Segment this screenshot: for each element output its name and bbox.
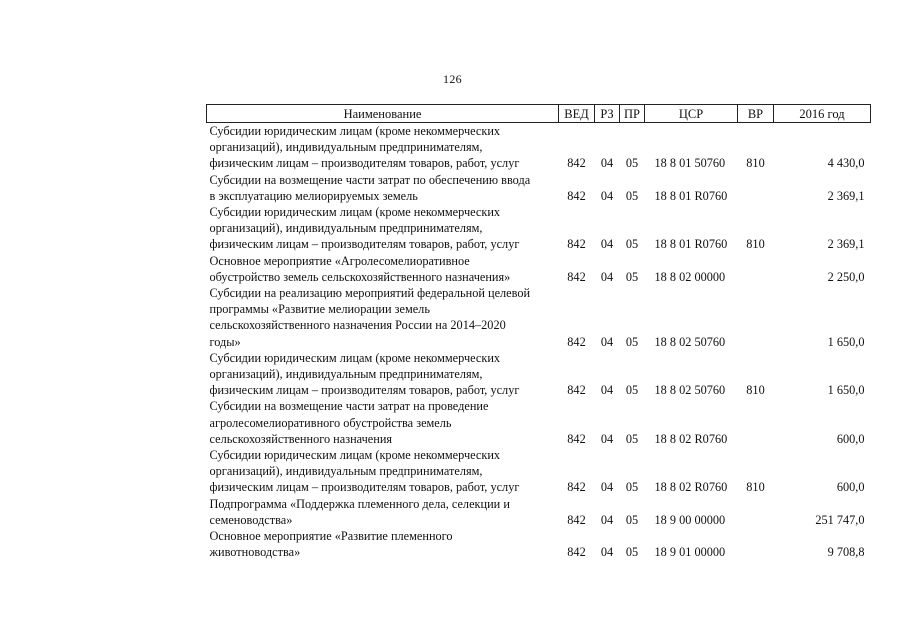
row-amount: 1 650,0 bbox=[827, 383, 865, 398]
row-csr: 18 8 02 50760 bbox=[654, 334, 726, 349]
row-vr: 810 bbox=[746, 156, 765, 171]
row-csr: 18 8 02 R0760 bbox=[654, 431, 728, 446]
row-ved: 842 bbox=[567, 156, 586, 171]
row-csr: 18 9 01 00000 bbox=[654, 545, 726, 560]
row-pr: 05 bbox=[625, 512, 639, 527]
row-pr: 05 bbox=[625, 156, 639, 171]
row-amount: 600,0 bbox=[836, 480, 865, 495]
row-name: Субсидии на возмещение части затрат на проведение агролесомелиоративного обустройства земель сельскохозяйственного назначения bbox=[209, 399, 489, 446]
row-name: Субсидии юридическим лицам (кроме некоммерческих организаций), индивидуальным предпринимателям, физическим лицам – производителям товаров, работ, услуг bbox=[209, 448, 520, 495]
row-ved: 842 bbox=[567, 188, 586, 203]
row-rz: 04 bbox=[600, 334, 614, 349]
row-name: Субсидии на возмещение части затрат по обеспечению ввода в эксплуатацию мелиорируемых земель bbox=[209, 172, 531, 203]
row-rz: 04 bbox=[600, 156, 614, 171]
table-header bbox=[207, 105, 871, 123]
row-ved: 842 bbox=[567, 383, 586, 398]
row-vr bbox=[738, 172, 774, 204]
row-vr bbox=[738, 253, 774, 285]
row-pr: 05 bbox=[625, 383, 639, 398]
row-ved: 842 bbox=[567, 431, 586, 446]
row-amount: 9 708,8 bbox=[827, 545, 865, 560]
row-csr: 18 8 01 50760 bbox=[654, 156, 726, 171]
row-pr: 05 bbox=[625, 545, 639, 560]
table-row bbox=[207, 123, 871, 172]
row-rz: 04 bbox=[600, 383, 614, 398]
row-vr bbox=[738, 528, 774, 560]
table-row bbox=[207, 528, 871, 560]
row-amount: 4 430,0 bbox=[827, 156, 865, 171]
page-number: 126 bbox=[443, 72, 462, 86]
row-ved: 842 bbox=[567, 334, 586, 349]
row-ved: 842 bbox=[567, 545, 586, 560]
row-name: Субсидии юридическим лицам (кроме некоммерческих организаций), индивидуальным предпринимателям, физическим лицам – производителям товаров, работ, услуг bbox=[209, 124, 520, 171]
row-ved: 842 bbox=[567, 512, 586, 527]
row-amount: 2 250,0 bbox=[827, 269, 865, 284]
row-csr: 18 8 01 R0760 bbox=[654, 188, 728, 203]
row-ved: 842 bbox=[567, 480, 586, 495]
row-csr: 18 8 02 R0760 bbox=[654, 480, 728, 495]
row-name: Подпрограмма «Поддержка племенного дела, селекции и семеноводства» bbox=[209, 496, 510, 527]
row-name: Основное мероприятие «Агролесомелиоративное обустройство земель сельскохозяйственного назначения» bbox=[209, 253, 511, 284]
table-row bbox=[207, 204, 871, 253]
row-name: Субсидии юридическим лицам (кроме некоммерческих организаций), индивидуальным предпринимателям, физическим лицам – производителям товаров, работ, услуг bbox=[209, 350, 520, 398]
row-csr: 18 8 01 R0760 bbox=[654, 237, 728, 252]
row-pr: 05 bbox=[625, 480, 639, 495]
row-rz: 04 bbox=[600, 545, 614, 560]
table-row bbox=[207, 285, 871, 350]
row-vr: 810 bbox=[746, 237, 765, 252]
row-name: Субсидии на реализацию мероприятий федеральной целевой программы «Развитие мелиорации земель сельскохозяйственного назначения России на 2014–2020 годы» bbox=[209, 286, 531, 349]
row-amount: 600,0 bbox=[836, 431, 865, 446]
row-rz: 04 bbox=[600, 237, 614, 252]
table-row bbox=[207, 253, 871, 285]
header-pr: ПР bbox=[620, 105, 645, 123]
row-ved: 842 bbox=[567, 237, 586, 252]
header-rz: РЗ bbox=[595, 105, 620, 123]
row-name: Субсидии юридическим лицам (кроме некоммерческих организаций), индивидуальным предпринимателям, физическим лицам – производителям товаров, работ, услуг bbox=[209, 205, 520, 252]
table-row bbox=[207, 172, 871, 204]
row-pr: 05 bbox=[625, 237, 639, 252]
table-body bbox=[207, 123, 871, 561]
table-row bbox=[207, 398, 871, 447]
row-vr: 810 bbox=[746, 383, 765, 398]
row-csr: 18 8 02 50760 bbox=[654, 383, 726, 398]
header-name: Наименование bbox=[207, 105, 559, 123]
table-row bbox=[207, 496, 871, 528]
table-row bbox=[207, 447, 871, 496]
row-pr: 05 bbox=[625, 431, 639, 446]
row-amount: 2 369,1 bbox=[827, 237, 865, 252]
row-csr: 18 9 00 00000 bbox=[654, 512, 726, 527]
table-row bbox=[207, 350, 871, 399]
header-row bbox=[207, 105, 871, 123]
row-rz: 04 bbox=[600, 188, 614, 203]
row-pr: 05 bbox=[625, 334, 639, 349]
row-vr bbox=[738, 496, 774, 528]
row-vr bbox=[738, 398, 774, 447]
budget-table-container bbox=[206, 104, 870, 560]
row-vr: 810 bbox=[746, 480, 765, 495]
budget-table bbox=[206, 104, 871, 560]
row-amount: 2 369,1 bbox=[827, 188, 865, 203]
row-name: Основное мероприятие «Развитие племенного животноводства» bbox=[209, 529, 453, 560]
row-pr: 05 bbox=[625, 269, 639, 284]
header-vr: ВР bbox=[738, 105, 774, 123]
row-rz: 04 bbox=[600, 480, 614, 495]
row-rz: 04 bbox=[600, 512, 614, 527]
row-rz: 04 bbox=[600, 269, 614, 284]
header-ved: ВЕД bbox=[559, 105, 595, 123]
row-csr: 18 8 02 00000 bbox=[654, 269, 726, 284]
row-amount: 251 747,0 bbox=[815, 512, 865, 527]
row-rz: 04 bbox=[600, 431, 614, 446]
row-pr: 05 bbox=[625, 188, 639, 203]
row-vr bbox=[738, 285, 774, 350]
row-amount: 1 650,0 bbox=[827, 334, 865, 349]
header-csr: ЦСР bbox=[645, 105, 738, 123]
header-amount: 2016 год bbox=[774, 105, 871, 123]
row-ved: 842 bbox=[567, 269, 586, 284]
